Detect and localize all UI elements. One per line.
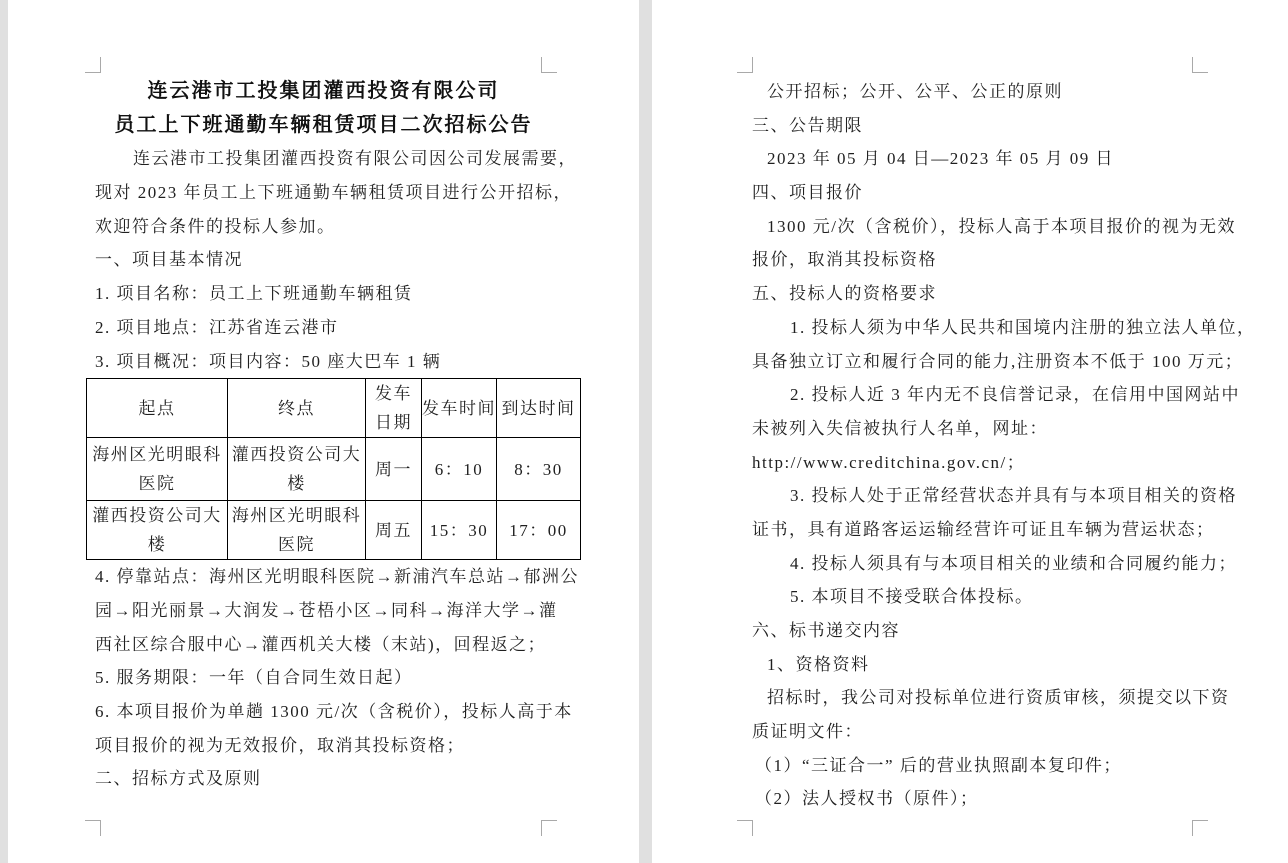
- crop-mark-bottom-left: [737, 820, 753, 836]
- item-line: 质证明文件：: [752, 722, 863, 742]
- item-line: 1300 元/次（含税价），投标人高于本项目报价的视为无效: [767, 216, 1236, 236]
- item-line: 3. 项目概况：项目内容：50 座大巴车 1 辆: [95, 351, 442, 371]
- item-line: http://www.creditchina.gov.cn/；: [752, 452, 1026, 472]
- table-row: [87, 438, 581, 501]
- table-cell: 海州区光明眼科医院: [228, 501, 366, 560]
- item-line: 西社区综合服中心→灌西机关大楼（末站)，回程返之；: [95, 634, 547, 654]
- doc-title-line-2: 员工上下班通勤车辆租赁项目二次招标公告: [114, 113, 533, 136]
- section-heading: 一、项目基本情况: [95, 250, 243, 270]
- document-page-1: [8, 0, 639, 863]
- item-line: 6. 本项目报价为单趟 1300 元/次（含税价），投标人高于本: [95, 701, 573, 721]
- item-line: （2）法人授权书（原件）；: [755, 789, 979, 809]
- page-2-content: [652, 0, 1288, 816]
- table-cell: 17：00: [497, 501, 581, 560]
- table-cell: 灌西投资公司大楼: [228, 438, 366, 501]
- item-line: 2. 投标人近 3 年内无不良信誉记录，在信用中国网站中: [790, 385, 1240, 405]
- item-line: 1. 项目名称：员工上下班通勤车辆租赁: [95, 284, 413, 304]
- item-line: 2023 年 05 月 04 日—2023 年 05 月 09 日: [767, 149, 1114, 169]
- section-heading: 三、公告期限: [752, 115, 863, 135]
- table-cell: 灌西投资公司大楼: [87, 501, 228, 560]
- item-line: 具备独立订立和履行合同的能力,注册资本不低于 100 万元；: [752, 351, 1244, 371]
- intro-line: 欢迎符合条件的投标人参加。: [95, 216, 336, 236]
- table-cell: 8：30: [497, 438, 581, 501]
- doc-title-line-1: 连云港市工投集团灌西投资有限公司: [147, 80, 500, 102]
- table-cell: 6：10: [422, 438, 497, 501]
- table-header-row: [87, 379, 581, 438]
- item-line: 1、资格资料: [767, 654, 870, 674]
- item-line: 报价，取消其投标资格: [752, 250, 937, 270]
- section-heading: 五、投标人的资格要求: [752, 284, 937, 304]
- section-heading: 六、标书递交内容: [752, 621, 900, 640]
- table-row: [87, 501, 581, 560]
- table-header-cell: 起点: [87, 379, 228, 438]
- item-line: 未被列入失信被执行人名单，网址：: [752, 418, 1048, 438]
- crop-mark-bottom-right: [541, 820, 557, 836]
- table-header-cell: 发车日期: [366, 379, 422, 438]
- item-line: 招标时，我公司对投标单位进行资质审核，须提交以下资: [767, 688, 1230, 708]
- item-line: 5. 服务期限：一年（自合同生效日起）: [95, 668, 413, 688]
- item-line: 3. 投标人处于正常经营状态并具有与本项目相关的资格: [790, 486, 1237, 506]
- section-heading: 二、招标方式及原则: [95, 769, 262, 789]
- section-heading: 四、项目报价: [752, 183, 863, 203]
- item-line: 公开招标；公开、公平、公正的原则: [767, 82, 1063, 101]
- item-line: 2. 项目地点：江苏省连云港市: [95, 317, 339, 337]
- item-line: 证书，具有道路客运运输经营许可证且车辆为营运状态；: [752, 519, 1215, 539]
- item-line: 5. 本项目不接受联合体投标。: [790, 587, 1034, 607]
- table-cell: 周五: [366, 501, 422, 560]
- table-cell: 周一: [366, 438, 422, 501]
- bus-schedule-table: [86, 378, 581, 560]
- item-line: 4. 停靠站点：海州区光明眼科医院→新浦汽车总站→郁洲公: [95, 567, 579, 587]
- crop-mark-bottom-right: [1192, 820, 1208, 836]
- intro-line: 现对 2023 年员工上下班通勤车辆租赁项目进行公开招标，: [95, 183, 572, 203]
- item-line: 4. 投标人须具有与本项目相关的业绩和合同履约能力；: [790, 553, 1237, 573]
- intro-line: 连云港市工投集团灌西投资有限公司因公司发展需要，: [133, 149, 577, 169]
- table-cell: 海州区光明眼科医院: [87, 438, 228, 501]
- page-1-content: [8, 0, 639, 796]
- table-header-cell: 终点: [228, 379, 366, 438]
- table-header-cell: 发车时间: [422, 379, 497, 438]
- table-header-cell: 到达时间: [497, 379, 581, 438]
- table-cell: 15：30: [422, 501, 497, 560]
- item-line: （1）“三证合一” 后的营业执照副本复印件；: [755, 755, 1122, 775]
- item-line: 项目报价的视为无效报价，取消其投标资格；: [95, 735, 465, 755]
- item-line: 1. 投标人须为中华人民共和国境内注册的独立法人单位，: [790, 317, 1256, 337]
- crop-mark-bottom-left: [85, 820, 101, 836]
- item-line: 园→阳光丽景→大润发→苍梧小区→同科→海洋大学→灌: [95, 600, 558, 620]
- document-page-2: [652, 0, 1288, 863]
